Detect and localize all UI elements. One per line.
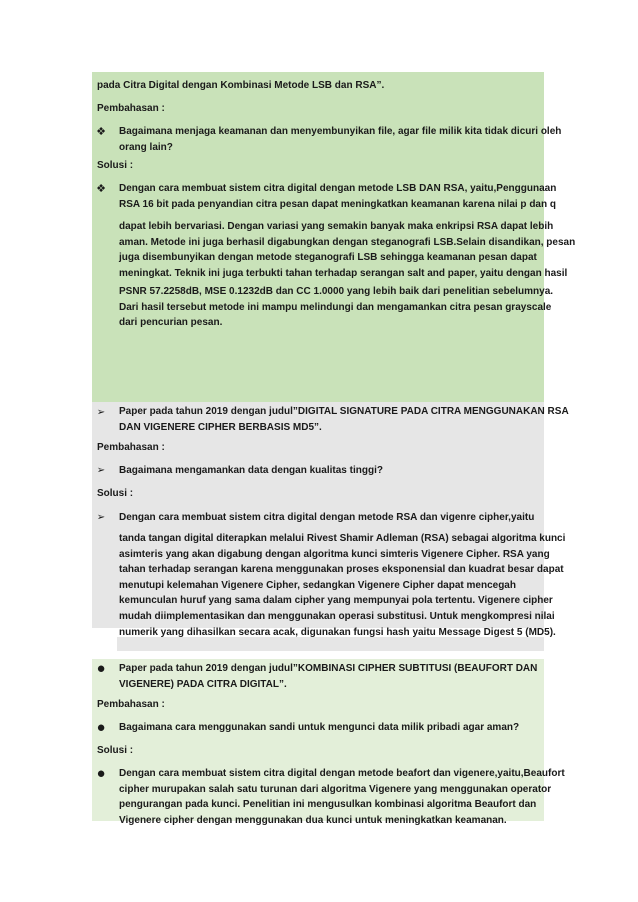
section-3-pembahasan-label: Pembahasan : <box>97 699 165 710</box>
section-1-answer-part-2: dapat lebih bervariasi. Dengan variasi yang semakin banyak maka enkripsi RSA dapat lebih aman. Metode ini juga berhasil digabungkan dengan steganografi LSB.Selain disandikan, pesan juga disembunyikan dengan metode steganografi LSB sehingga keamanan pesan dapat meningkat. Teknik ini juga terbukti tahan terhadap serangan salt and paper, yaitu dengan hasil <box>119 221 576 279</box>
section-3-answer: Dengan cara membuat sistem citra digital dengan metode beafort dan vigenere,yaitu,Beaufort cipher murupakan salah satu turunan dari algoritma Vigenere yang menggunakan operator pengurangan pada kunci. Penelitian ini mengusulkan kombinasi algoritma Beaufort dan Vigenere cipher dengan menggunakan dua kunci untuk meningkatkan keamanan. <box>119 768 565 826</box>
section-2-answer-intro: Dengan cara membuat sistem citra digital dengan metode RSA dan vigenre cipher,yaitu <box>119 512 535 523</box>
diamond-bullet-icon: ❖ <box>96 126 106 138</box>
section-2-question: Bagaimana mengamankan data dengan kualitas tinggi? <box>119 465 383 476</box>
section-2-solusi-label: Solusi : <box>97 488 134 499</box>
section-3-solusi-label: Solusi : <box>97 745 134 756</box>
section-1-solusi-label: Solusi : <box>97 160 134 171</box>
section-2-title: Paper pada tahun 2019 dengan judul”DIGITAL SIGNATURE PADA CITRA MENGGUNAKAN RSA DAN VIGENERE CIPHER BERBASIS MD5”. <box>119 406 569 433</box>
section-3-question: Bagaimana cara menggunakan sandi untuk mengunci data milik pribadi agar aman? <box>119 722 520 733</box>
section-2-pembahasan-label: Pembahasan : <box>97 442 165 453</box>
section-1-question: Bagaimana menjaga keamanan dan menyembunyikan file, agar file milik kita tidak dicuri oleh orang lain? <box>119 126 562 153</box>
dot-bullet-icon: ● <box>96 719 106 736</box>
arrow-bullet-icon: ➢ <box>96 465 106 476</box>
diamond-bullet-icon: ❖ <box>96 183 106 195</box>
section-1-answer-part-1: Dengan cara membuat sistem citra digital dengan metode LSB DAN RSA, yaitu,Penggunaan RSA 16 bit pada penyandian citra pesan dapat meningkatkan keamanan karena nilai p dan q <box>119 183 557 210</box>
dot-bullet-icon: ● <box>96 660 106 677</box>
dot-bullet-icon: ● <box>96 765 106 782</box>
arrow-bullet-icon: ➢ <box>96 407 106 418</box>
section-1-answer-part-3: PSNR 57.2258dB, MSE 0.1232dB dan CC 1.0000 yang lebih baik dari penelitian sebelumnya. Dari hasil tersebut metode ini mampu melindungi dan mengamankan citra pesan grayscale dari pencurian pesan. <box>119 286 554 329</box>
section-2-answer-body: tanda tangan digital diterapkan melalui Rivest Shamir Adleman (RSA) sebagai algoritma kunci asimteris yang akan digabung dengan algoritma kunci simteris Vigenere Cipher. RSA yang tahan terhadap serangan karena menggunakan proses eksponensial dan kuadrat besar dapat menutupi kelemahan Vigenere Cipher, sedangkan Vigenere Cipher dapat mencegah kemunculan huruf yang sama dalam cipher yang mempunyai pola tertentu. Vigenere cipher mudah diimplementasikan dan menggunakan operasi substitusi. Untuk mengkompresi nilai numerik yang dihasilkan secara acak, digunakan fungsi hash yaitu Message Digest 5 (MD5). <box>119 533 566 638</box>
section-1-pembahasan-label: Pembahasan : <box>97 103 165 114</box>
section-3-title: Paper pada tahun 2019 dengan judul”KOMBINASI CIPHER SUBTITUSI (BEAUFORT DAN VIGENERE) PADA CITRA DIGITAL”. <box>119 663 538 690</box>
arrow-bullet-icon: ➢ <box>96 512 106 523</box>
section-1-intro: pada Citra Digital dengan Kombinasi Metode LSB dan RSA”. <box>97 80 385 91</box>
